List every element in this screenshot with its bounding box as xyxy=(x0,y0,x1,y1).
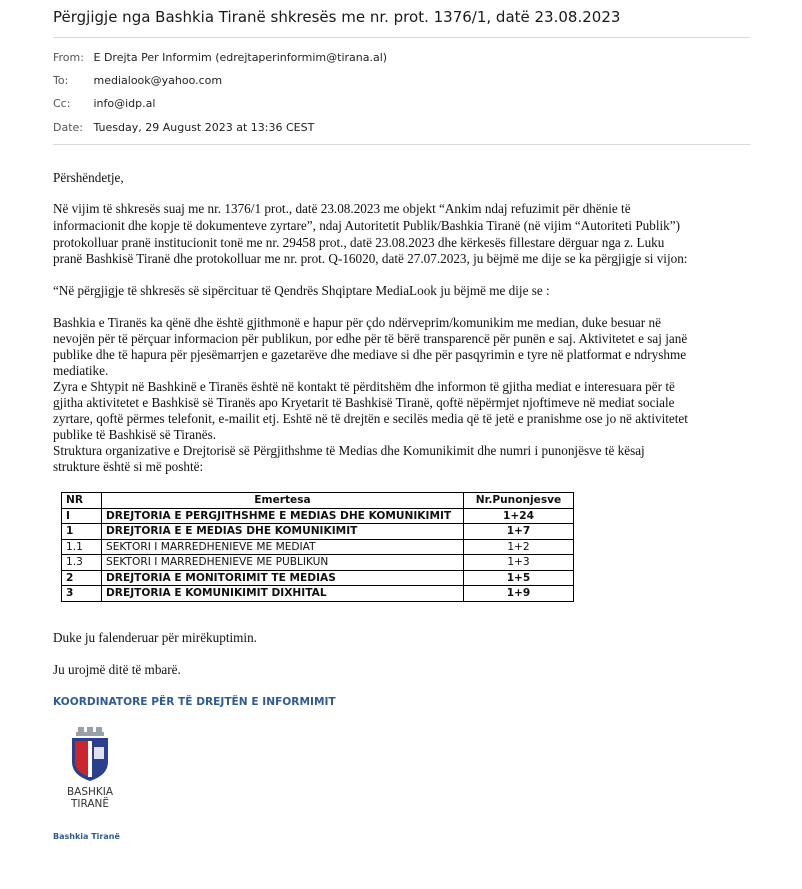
cell-count: 1+5 xyxy=(464,570,574,586)
logo-shield-tower xyxy=(94,747,104,759)
quote-intro: “Në përgjigje të shkresës së sipërcituar të Qendrës Shqiptare MediaLook ju bëjmë me dije se : xyxy=(53,283,550,298)
date-value: Tuesday, 29 August 2023 at 13:36 CEST xyxy=(93,121,315,134)
para1-line: pranë Bashkisë Tiranë dhe protokolluar me nr. prot. Q-16020, datë 27.07.2023, ju bëjmë me dije se ka përgjigje si vijon: xyxy=(53,251,688,266)
cell-name: DREJTORIA E MONITORIMIT TE MEDIAS xyxy=(102,570,464,586)
para2-line: mediatike. xyxy=(53,363,109,378)
para2-line: publike të Bashkisë së Tiranës. xyxy=(53,427,217,442)
table-row xyxy=(62,570,574,586)
para1-line: informacionit dhe kopje të dokumenteve zyrtare”, ndaj Autoritetit Publik/Bashkia Tiranë (në vijim “Autoriteti Publik”) xyxy=(53,218,681,233)
thanks-line: Duke ju falenderuar për mirëkuptimin. xyxy=(53,630,257,645)
para2-line: strukture është si më poshtë: xyxy=(53,459,204,474)
subject-divider xyxy=(53,37,750,38)
date-label: Date: xyxy=(53,121,83,134)
col-header-nr: NR xyxy=(62,493,102,509)
from-row xyxy=(53,51,387,64)
para2-line: Bashkia e Tiranës ka qënë dhe është gjithmonë e hapur për çdo ndërveprim/komunikim me median, duke besuar në xyxy=(53,315,661,330)
cell-name: DREJTORIA E PERGJITHSHME E MEDIAS DHE KOMUNIKIMIT xyxy=(102,508,464,524)
cell-count: 1+2 xyxy=(464,539,574,555)
header-divider xyxy=(53,144,750,145)
table-row xyxy=(62,524,574,540)
col-header-name: Emertesa xyxy=(102,493,464,509)
logo-crown-tower xyxy=(78,727,84,732)
to-row xyxy=(53,74,222,87)
cell-count: 1+24 xyxy=(464,508,574,524)
para2-line: Struktura organizative e Drejtorisë së Përgjithshme të Medias dhe Komunikimit dhe numri i punonjësve të kësaj xyxy=(53,443,645,458)
cell-count: 1+3 xyxy=(464,555,574,571)
date-row xyxy=(53,121,314,134)
para2-line: nevojën për të përçuar informacion për publikun, por edhe për të bërë transparencë për punën e saj. Aktivitetet e saj janë xyxy=(53,331,688,346)
para2-line: gjitha aktivitetet e Bashkisë së Tiranës apo Kryetarit të Bashkisë Tiranë, qoftë nëpërmjet njoftimeve në mediat sociale xyxy=(53,395,675,410)
table-row xyxy=(62,508,574,524)
cell-nr: I xyxy=(62,508,102,524)
logo-caption: Bashkia Tiranë xyxy=(53,832,120,841)
para1-line: Në vijim të shkresës suaj me nr. 1376/1 prot., datë 23.08.2023 me objekt “Ankim ndaj refuzimit për dhënie të xyxy=(53,201,631,216)
cell-nr: 1 xyxy=(62,524,102,540)
cell-count: 1+7 xyxy=(464,524,574,540)
para2-line: Zyra e Shtypit në Bashkinë e Tiranës është në kontakt të përditshëm dhe informon të gjitha mediat e interesuara për të xyxy=(53,379,675,394)
logo-shield-stripe xyxy=(88,741,92,777)
col-header-count: Nr.Punonjesve xyxy=(464,493,574,509)
signature-title: KOORDINATORE PËR TË DREJTËN E INFORMIMIT xyxy=(53,696,336,708)
cell-nr: 3 xyxy=(62,586,102,602)
cell-nr: 1.1 xyxy=(62,539,102,555)
cc-row xyxy=(53,97,155,110)
cell-count: 1+9 xyxy=(464,586,574,602)
logo-text-line1: BASHKIA xyxy=(66,786,114,798)
para2-line: publike dhe të hapura për pjesëmarrjen e gazetarëve dhe mediave si dhe për pasqyrimin e tyre në platformat e ndryshme xyxy=(53,347,687,362)
logo-crown-base xyxy=(76,732,104,736)
logo-crown-tower xyxy=(96,727,102,732)
email-subject: Përgjigje nga Bashkia Tiranë shkresës me nr. prot. 1376/1, datë 23.08.2023 xyxy=(53,8,621,26)
from-value[interactable]: E Drejta Per Informim (edrejtaperinformim@tirana.al) xyxy=(93,51,388,64)
cc-value[interactable]: info@idp.al xyxy=(93,97,156,110)
cell-name: SEKTORI I MARREDHENIEVE ME MEDIAT xyxy=(102,539,464,555)
para1-line: protokolluar pranë institucionit tonë me nr. 29458 prot., datë 23.08.2023 dhe kërkesës fillestare dërguar nga z. Luku xyxy=(53,235,665,250)
cell-name: DREJTORIA E E MEDIAS DHE KOMUNIKIMIT xyxy=(102,524,464,540)
bashkia-tirane-logo xyxy=(55,727,125,815)
cell-name: SEKTORI I MARREDHENIEVE ME PUBLIKUN xyxy=(102,555,464,571)
org-structure-table xyxy=(61,492,574,602)
from-label: From: xyxy=(53,51,84,64)
logo-crown-tower xyxy=(87,727,93,732)
table-row xyxy=(62,539,574,555)
greeting: Përshëndetje, xyxy=(53,170,124,185)
cell-nr: 1.3 xyxy=(62,555,102,571)
table-row xyxy=(62,555,574,571)
para2-line: zyrtare, qoftë përmes telefonit, e-mailit etj. Eshtë në të drejtën e secilës media që të jetë e pranishme ose jo në aktivitetet xyxy=(53,411,688,426)
cell-nr: 2 xyxy=(62,570,102,586)
logo-text-line2: TIRANË xyxy=(70,798,110,810)
to-label: To: xyxy=(53,74,69,87)
table-header-row xyxy=(62,493,574,509)
to-value[interactable]: medialook@yahoo.com xyxy=(93,74,223,87)
cc-label: Cc: xyxy=(53,97,71,110)
wish-line: Ju urojmë ditë të mbarë. xyxy=(53,662,181,677)
table-row xyxy=(62,586,574,602)
cell-name: DREJTORIA E KOMUNIKIMIT DIXHITAL xyxy=(102,586,464,602)
